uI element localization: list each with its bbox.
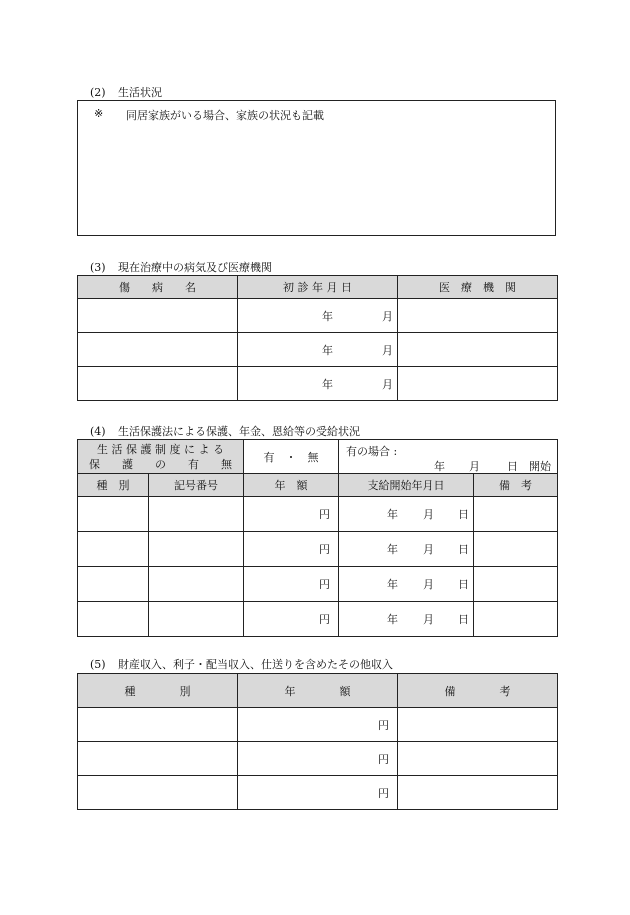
header-disease-name: 傷 病 名 xyxy=(78,276,238,299)
yes-no-choice[interactable]: 有 ・ 無 xyxy=(244,440,339,475)
start-date-cell[interactable] xyxy=(339,567,474,602)
table-row xyxy=(78,333,558,367)
section2-title-text: 生活状況 xyxy=(118,86,162,99)
annual-amount-cell[interactable]: 円 xyxy=(244,532,339,567)
start-date-cell[interactable] xyxy=(339,440,558,475)
month-label: 月 xyxy=(423,543,434,556)
table-row xyxy=(78,299,558,333)
institution-cell[interactable] xyxy=(398,333,558,367)
disease-cell[interactable] xyxy=(78,333,238,367)
first-visit-cell[interactable] xyxy=(238,367,398,401)
year-label: 年 xyxy=(387,543,398,556)
year-label: 年 xyxy=(322,377,333,391)
start-label: 開始 xyxy=(529,460,551,473)
header-annual-amount: 年 額 xyxy=(244,474,339,497)
day-label: 日 xyxy=(458,508,469,521)
remarks-cell[interactable] xyxy=(474,497,558,532)
header-medical-institution: 医 療 機 関 xyxy=(398,276,558,299)
section4-title-text: 生活保護法による保護、年金、恩給等の受給状況 xyxy=(118,425,360,438)
start-month-label: 月 xyxy=(469,460,480,473)
year-label: 年 xyxy=(322,309,333,323)
table-row xyxy=(78,742,558,776)
header-type: 種 別 xyxy=(78,674,238,708)
type-cell[interactable] xyxy=(78,602,149,637)
remarks-cell[interactable] xyxy=(398,742,558,776)
day-label: 日 xyxy=(458,613,469,626)
start-date-cell[interactable] xyxy=(339,497,474,532)
section4-number: (4) xyxy=(90,425,106,438)
annual-amount-cell[interactable]: 円 xyxy=(238,708,398,742)
code-cell[interactable] xyxy=(149,567,244,602)
benefits-header-row xyxy=(78,474,558,497)
month-label: 月 xyxy=(382,343,393,357)
note-text: 同居家族がいる場合、家族の状況も記載 xyxy=(126,109,324,122)
code-cell[interactable] xyxy=(149,602,244,637)
year-label: 年 xyxy=(387,578,398,591)
month-label: 月 xyxy=(423,508,434,521)
benefits-table xyxy=(77,473,558,637)
remarks-cell[interactable] xyxy=(474,567,558,602)
table-row xyxy=(78,567,558,602)
remarks-cell[interactable] xyxy=(398,776,558,810)
annual-amount-cell[interactable]: 円 xyxy=(238,776,398,810)
year-label: 年 xyxy=(387,613,398,626)
section3-title xyxy=(90,259,272,275)
remarks-cell[interactable] xyxy=(474,602,558,637)
disease-cell[interactable] xyxy=(78,367,238,401)
header-remarks: 備 考 xyxy=(398,674,558,708)
first-visit-cell[interactable] xyxy=(238,299,398,333)
code-cell[interactable] xyxy=(149,532,244,567)
remarks-cell[interactable] xyxy=(398,708,558,742)
month-label: 月 xyxy=(423,578,434,591)
section4-title xyxy=(90,423,360,439)
year-label: 年 xyxy=(322,343,333,357)
year-label: 年 xyxy=(387,508,398,521)
type-cell[interactable] xyxy=(78,567,149,602)
if-yes-label: 有の場合 : xyxy=(346,445,398,458)
type-cell[interactable] xyxy=(78,532,149,567)
header-remarks: 備 考 xyxy=(474,474,558,497)
type-cell[interactable] xyxy=(78,776,238,810)
institution-cell[interactable] xyxy=(398,299,558,333)
welfare-status-table xyxy=(77,439,558,475)
start-day-label: 日 xyxy=(507,460,518,473)
table-row xyxy=(78,532,558,567)
annual-amount-cell[interactable]: 円 xyxy=(238,742,398,776)
section5-number: (5) xyxy=(90,658,106,671)
day-label: 日 xyxy=(458,578,469,591)
type-cell[interactable] xyxy=(78,708,238,742)
start-date-cell[interactable] xyxy=(339,602,474,637)
welfare-label-line1: 生 活 保 護 制 度 に よ る xyxy=(97,443,224,456)
header-first-visit-date: 初 診 年 月 日 xyxy=(238,276,398,299)
remarks-cell[interactable] xyxy=(474,532,558,567)
institution-cell[interactable] xyxy=(398,367,558,401)
table-row xyxy=(78,367,558,401)
annual-amount-cell[interactable]: 円 xyxy=(244,497,339,532)
treatment-header-row xyxy=(78,276,558,299)
welfare-row xyxy=(78,440,558,475)
month-label: 月 xyxy=(382,309,393,323)
month-label: 月 xyxy=(423,613,434,626)
first-visit-cell[interactable] xyxy=(238,333,398,367)
header-type: 種 別 xyxy=(78,474,149,497)
section3-title-text: 現在治療中の病気及び医療機関 xyxy=(118,261,272,274)
type-cell[interactable] xyxy=(78,497,149,532)
day-label: 日 xyxy=(458,543,469,556)
annual-amount-cell[interactable]: 円 xyxy=(244,567,339,602)
table-row xyxy=(78,497,558,532)
table-row xyxy=(78,708,558,742)
section5-title-text: 財産収入、利子・配当収入、仕送りを含めたその他収入 xyxy=(118,658,393,671)
treatment-table xyxy=(77,275,558,401)
welfare-label-cell xyxy=(78,440,244,475)
note-mark: ※ xyxy=(94,107,104,120)
section2-number: (2) xyxy=(90,86,106,99)
welfare-label-line2: 保 護 の 有 無 xyxy=(89,458,232,471)
code-cell[interactable] xyxy=(149,497,244,532)
annual-amount-cell[interactable]: 円 xyxy=(244,602,339,637)
header-code-number: 記号番号 xyxy=(149,474,244,497)
disease-cell[interactable] xyxy=(78,299,238,333)
type-cell[interactable] xyxy=(78,742,238,776)
table-row xyxy=(78,776,558,810)
section2-title xyxy=(90,84,162,100)
start-year-label: 年 xyxy=(434,460,445,473)
header-payment-start-date: 支給開始年月日 xyxy=(339,474,474,497)
header-annual-amount: 年 額 xyxy=(238,674,398,708)
other-income-header-row xyxy=(78,674,558,708)
section3-number: (3) xyxy=(90,261,106,274)
start-date-cell[interactable] xyxy=(339,532,474,567)
month-label: 月 xyxy=(382,377,393,391)
other-income-table xyxy=(77,673,558,810)
living-situation-box[interactable] xyxy=(77,100,556,236)
table-row xyxy=(78,602,558,637)
section5-title xyxy=(90,656,393,672)
